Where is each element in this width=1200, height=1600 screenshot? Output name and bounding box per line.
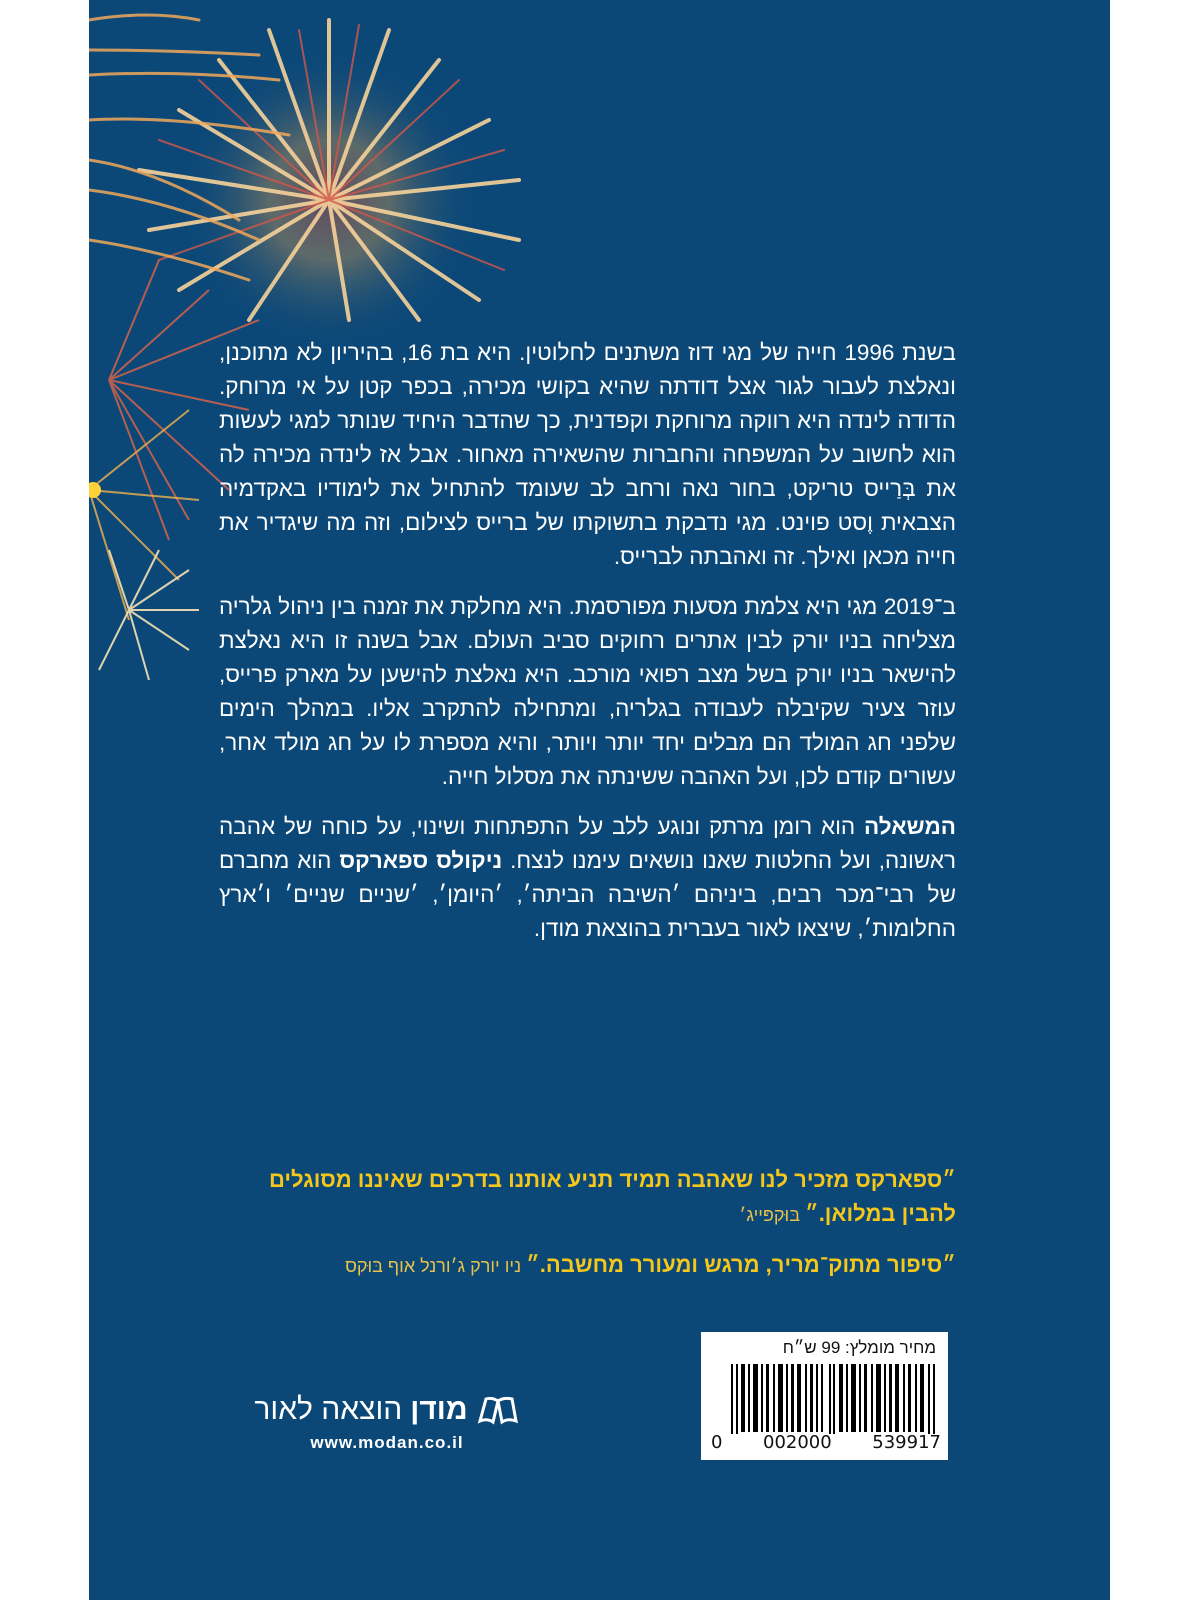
publisher-logo: [247, 1393, 527, 1453]
quote-source: ניו יורק ג׳ורנל אוף בּוּקס: [345, 1256, 527, 1276]
publisher-subtitle: הוצאה לאור: [254, 1393, 403, 1426]
open-book-icon: [476, 1395, 520, 1425]
review-quote: ״ספארקס מזכיר לנו שאהבה תמיד תניע אותנו בדרכים שאיננו מסוגלים להבין במלואן.״ בּוּקפּייג׳: [268, 1167, 956, 1226]
review-quote: ״סיפור מתוק־מריר, מרגש ומעורר מחשבה.״ ניו יורק ג׳ורנל אוף בּוּקס: [345, 1252, 956, 1277]
barcode-icon: [731, 1364, 936, 1434]
publisher-url[interactable]: www.modan.co.il: [310, 1433, 464, 1452]
blurb-paragraph-1: בשנת 1996 חייה של מגי דוז משתנים לחלוטין. היא בת 16, בהיריון לא מתוכנן, ונאלצת לעבור לגור אצל דודתה שהיא בקושי מכירה, בכפר קטן על אי מרוחק. הדודה לינדה היא רווקה מרוחקת וקפדנית, כך שהדבר היחיד שנותר למגי לעשות הוא לחשוב על המשפחה והחברות שהשאירה מאחור. אבל אז לינדה מכירה לה את בְּרַייס טריקט, בחור נאה ורחב לב שעומד להתחיל את לימודיו באקדמיה הצבאית וֶסט פוינט. מגי נדבקת בתשוקתו של ברייס לצילום, וזה מה שיגדיר את חייה מכאן ואילך. זה ואהבתה לברייס.: [219, 340, 956, 569]
book-blurb: [219, 336, 956, 962]
book-title: המשאלה: [864, 814, 956, 839]
quote-source: בּוּקפּייג׳: [739, 1205, 805, 1225]
review-quotes: [249, 1163, 956, 1299]
publisher-name: מודן: [410, 1393, 468, 1426]
recommended-price: מחיר מומלץ: 99 ש״ח: [782, 1338, 936, 1357]
barcode-label: [701, 1332, 948, 1460]
back-cover: [89, 0, 1110, 1600]
barcode-digits: 0 002000 539917: [711, 1432, 941, 1453]
blurb-paragraph-3: המשאלה הוא רומן מרתק ונוגע ללב על התפתחות ושינוי, על כוחה של אהבה ראשונה, ועל החלטות שאנו נושאים עימנו לנצח. ניקולס ספארקס הוא מחברם של רבי־מכר רבים, ביניהם ׳השיבה הביתה׳, ׳היומן׳, ׳שניים שניים׳ ו׳ארץ החלומות׳, שיצאו לאור בעברית בהוצאת מודן.: [219, 814, 957, 941]
author-name: ניקולס ספארקס: [339, 848, 503, 873]
blurb-paragraph-2: ב־2019 מגי היא צלמת מסעות מפורסמת. היא מחלקת את זמנה בין ניהול גלריה מצליחה בניו יורק לבין אתרים רחוקים סביב העולם. אבל בשנה זו היא נאלצת להישאר בניו יורק בשל מצב רפואי מורכב. היא נאלצת להישען על מארק פרייס, עוזר צעיר שקיבלה לעבודה בגלריה, ומתחילה להתקרב אליו. במהלך הימים שלפני חג המולד הם מבלים יחד יותר ויותר, והיא מספרת לו על חג מולד אחר, עשורים קודם לכן, ועל האהבה ששינתה את מסלול חייה.: [219, 594, 956, 789]
